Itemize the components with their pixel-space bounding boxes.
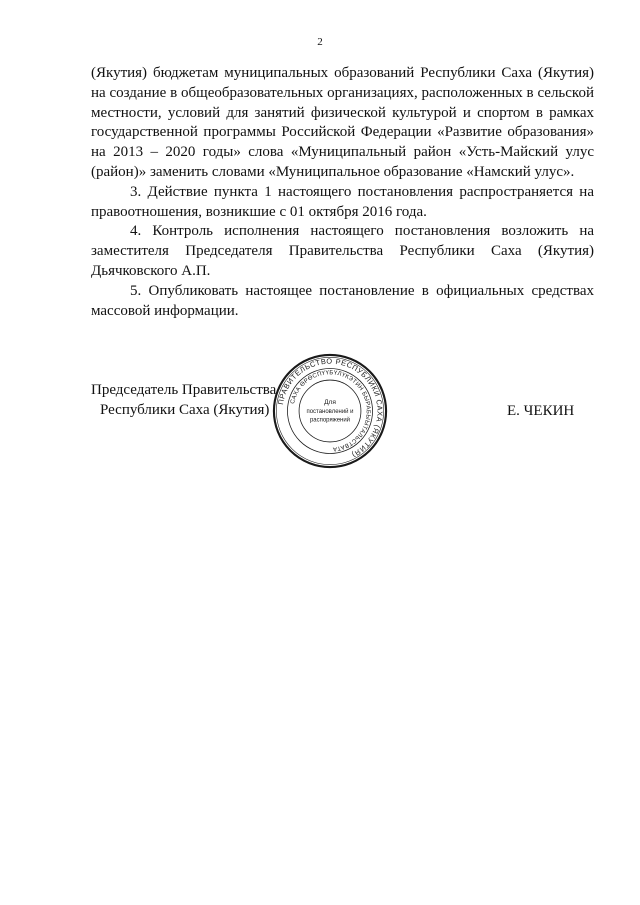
signatory-position — [91, 380, 276, 420]
document-body — [91, 64, 594, 321]
seal-inner-text: САХА ӨРӨСПҮҮБҮЛҮКЭТИН БЫРАБЫЫТАЛЬСТВАТА — [289, 370, 371, 452]
seal-center-line2: постановлений и — [306, 408, 354, 415]
signatory-name: Е. ЧЕКИН — [507, 403, 575, 419]
seal-center-line3: распоряжений — [309, 417, 351, 424]
signatory-position-line1: Председатель Правительства — [91, 382, 277, 398]
paragraph-item-3: 3. Действие пункта 1 настоящего постановления распространяется на правоотношения, возникшие с 01 октября 2016 года. — [91, 183, 594, 220]
paragraph-item-4: 4. Контроль исполнения настоящего постановления возложить на заместителя Председателя Правительства Республики Саха (Якутия) Дьячковского А.П. — [91, 223, 594, 279]
seal-center-line1: Для — [324, 399, 336, 407]
official-seal — [272, 353, 388, 469]
page-number: 2 — [317, 36, 323, 48]
seal-outer-text: ПРАВИТЕЛЬСТВО РЕСПУБЛИКИ САХА (ЯКУТИЯ) — [276, 356, 385, 460]
paragraph-item-5: 5. Опубликовать настоящее постановление в официальных средствах массовой информации. — [91, 282, 594, 319]
paragraph-continuation: (Якутия) бюджетам муниципальных образований Республики Саха (Якутия) на создание в общеобразовательных организациях, расположенных в сельской местности, условий для занятий физической культурой и спортом в рамках государственной программы Российской Федерации «Развитие образования» на 2013 – 2020 годы» слова «Муниципальный район «Усть-Майский улус (район)» заменить словами «Муниципальное образование «Намский улус». — [91, 65, 594, 180]
signatory-position-line2: Республики Саха (Якутия) — [100, 402, 270, 418]
